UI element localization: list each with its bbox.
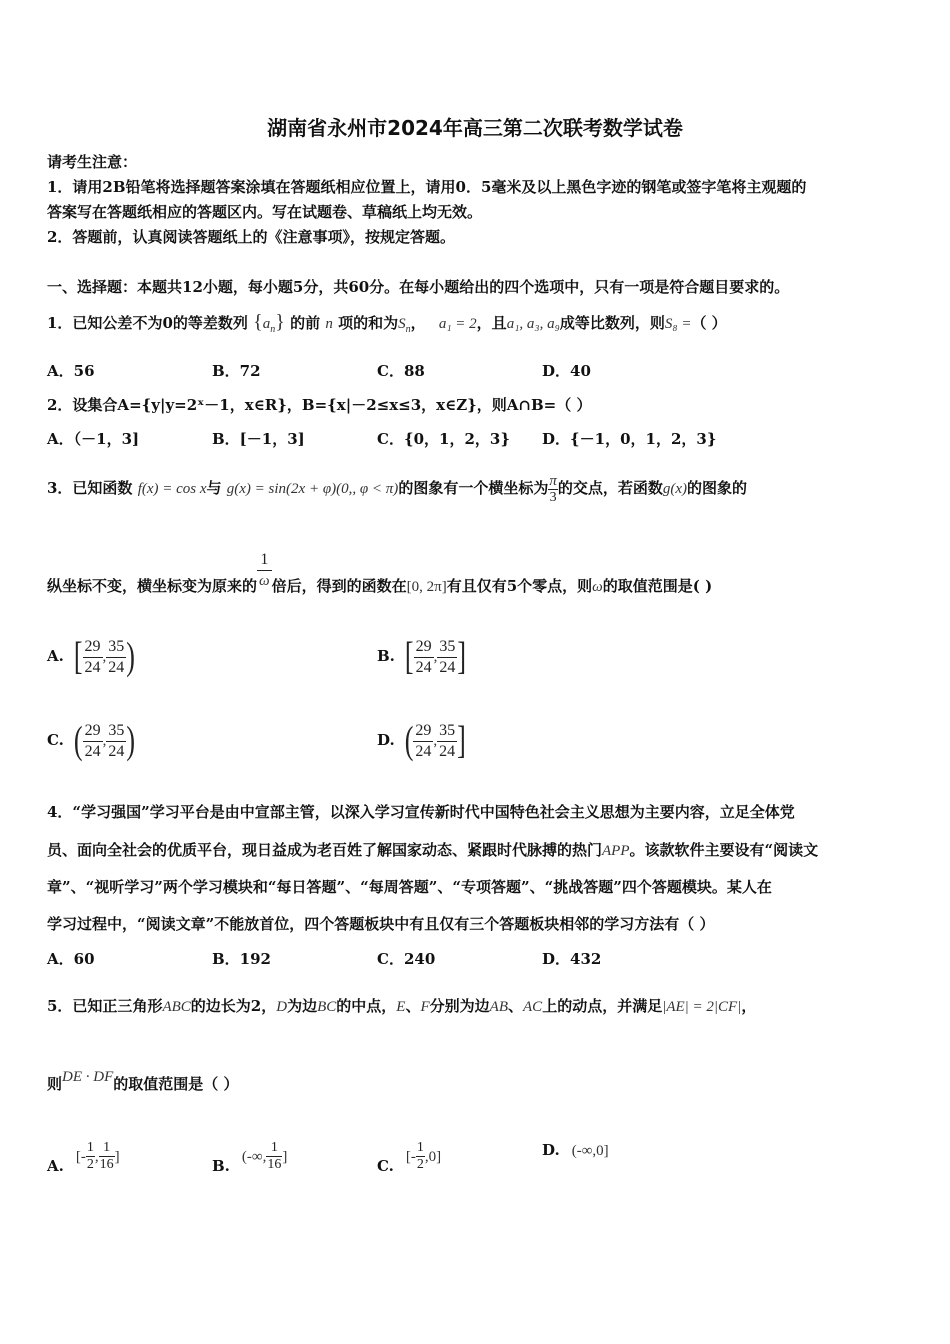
q3-g2: g(x)	[662, 481, 688, 497]
q1-an-sub: n	[270, 324, 276, 335]
q4-option-b: B．192	[212, 950, 271, 968]
q1-text-1: 1．已知公差不为0的等差数列	[47, 314, 248, 332]
q1-text-6: 成等比数列，则	[559, 314, 665, 332]
q3-option-a: A. [ $\frac{29}{24}$ , $\frac{35}{24}$ )	[47, 634, 135, 678]
section-heading: 一、选择题：本题共12小题，每小题5分，共60分。在每小题给出的四个选项中，只有一项是符合题目要求的。	[47, 278, 790, 296]
q4-text-2a: 员、面向全社会的优质平台，现日益成为老百姓了解国家动态、紧跟时代脉搏的热门	[47, 841, 603, 859]
q1-text-2: 的前	[290, 314, 321, 332]
q5-abc: ABC	[162, 999, 191, 1015]
q5-dedf: DE · DF	[62, 1069, 114, 1085]
q3-option-d: D. ( $\frac{29}{24}$ , $\frac{35}{24}$ ]	[377, 718, 466, 762]
q1-sn-sub: n	[405, 324, 411, 335]
q4-app: APP	[602, 843, 630, 859]
q3-option-c: C. ( $\frac{29}{24}$ , $\frac{35}{24}$ )	[47, 718, 135, 762]
q4-text-2b: 。该款软件主要设有“阅读文	[629, 841, 819, 859]
q1-n: n	[325, 316, 333, 332]
q3-text-9: 的取值范围是( )	[602, 577, 713, 595]
question-3-line-2	[47, 550, 712, 612]
q1-text-7: （ ）	[691, 314, 727, 332]
question-2: 2．设集合A={y|y=2ˣ－1，x∈R}，B={x|－2≤x≤3，x∈Z}，则A∩B=（ ）	[47, 396, 592, 414]
q2-option-d: D．{－1，0，1，2，3}	[542, 430, 717, 448]
question-3-line-1	[47, 470, 747, 507]
q5-ac: AC	[523, 999, 543, 1015]
q1-text-5: ，且	[476, 314, 507, 332]
q3-text-8: 有且仅有5个零点，则	[446, 577, 593, 595]
question-4-line-2	[47, 840, 818, 861]
q5-e: E	[396, 999, 406, 1015]
q3-text-5: 的图象的	[687, 479, 748, 497]
q4-option-a: A．60	[47, 950, 95, 968]
q3-f: f(x) = cos x	[137, 481, 207, 497]
q5-option-a: A. [- 1 2 , 1 16 ]	[47, 1140, 120, 1175]
question-4-line-4: 学习过程中，“阅读文章”不能放首位，四个答题板块中有且仅有三个答题板块相邻的学习方法有（ ）	[47, 915, 715, 933]
q3-text-3: 的图象有一个横坐标为	[398, 479, 549, 497]
question-5-line-2: 则DE · DF的取值范围是（ ）	[47, 1069, 239, 1093]
q5-d: D	[276, 999, 288, 1015]
notice-item-2: 2．答题前，认真阅读答题纸上的《注意事项》，按规定答题。	[47, 228, 455, 246]
question-4-line-3: 章”、“视听学习”两个学习模块和“每日答题”、“每周答题”、“专项答题”、“挑战答题”四个答题模块。某人在	[47, 878, 772, 896]
question-5-line-1: 5．已知正三角形ABC的边长为2，D为边BC的中点，E、F分别为边AB、AC上的动点，并满足|AE| = 2|CF|，	[47, 997, 757, 1015]
q1-a1: a₁ = 2	[438, 316, 477, 332]
q3-one-over-omega: $\frac{1}{\omega}$	[259, 551, 270, 589]
q5-ab: AB	[489, 999, 508, 1015]
q5-condition: |AE| = 2|CF|	[662, 999, 742, 1015]
q3-text-6: 纵坐标不变，横坐标变为原来的	[47, 577, 258, 595]
q3-pi-over-3: $\frac{\pi}{3}$	[549, 472, 557, 505]
q5-option-d: D. (-∞,0]	[542, 1141, 609, 1159]
q3-text-1: 3．已知函数	[47, 479, 133, 497]
q1-option-a: A．56	[47, 362, 95, 380]
notice-item-1a: 1．请用2B铅笔将选择题答案涂填在答题纸相应位置上，请用0．5毫米及以上黑色字迹的钢笔或签字笔将主观题的	[47, 178, 807, 196]
q2-option-c: C．{0，1，2，3}	[377, 430, 510, 448]
q3-interval: [0, 2π]	[406, 579, 447, 595]
q3-g: g(x) = sin(2x + φ)(0,, φ < π)	[226, 481, 399, 497]
page-title: 湖南省永州市2024年高三第二次联考数学试卷	[267, 116, 683, 140]
q1-sn: S	[398, 316, 406, 332]
question-4-line-1: 4．“学习强国”学习平台是由中宣部主管，以深入学习宣传新时代中国特色社会主义思想为主要内容，立足全体党	[47, 803, 795, 821]
q1-option-b: B．72	[212, 362, 261, 380]
q3-omega: ω	[592, 579, 603, 595]
notice-heading: 请考生注意：	[47, 153, 138, 171]
q1-s8: S₈ =	[664, 316, 692, 332]
q4-option-d: D．432	[542, 950, 602, 968]
q4-option-c: C．240	[377, 950, 436, 968]
q3-text-2: 与	[206, 479, 222, 497]
q5-bc: BC	[317, 999, 337, 1015]
q3-text-4: 的交点，若函数	[557, 479, 663, 497]
q1-text-4: ，	[410, 314, 426, 332]
q1-option-c: C．88	[377, 362, 425, 380]
q5-f: F	[420, 999, 430, 1015]
q2-option-b: B．[－1，3]	[212, 430, 305, 448]
notice-item-1b: 答案写在答题纸相应的答题区内。写在试题卷、草稿纸上均无效。	[47, 203, 483, 221]
question-1: 1．已知公差不为0的等差数列 $\{a_n\}$ 的前 n 项的和为$S_n$， a₁ = 2，且a₁, a₃, a₉成等比数列，则S₈ =（ ）	[47, 311, 727, 335]
q1-text-3: 项的和为	[338, 314, 399, 332]
q3-text-7: 倍后，得到的函数在	[271, 577, 407, 595]
q2-option-a: A．（－1，3]	[47, 430, 140, 448]
q1-a139: a₁, a₃, a₉	[506, 316, 560, 332]
q5-option-c: C. [- 1 2 ,0]	[377, 1140, 442, 1175]
q5-option-b: B. (-∞, 1 16 ]	[212, 1140, 288, 1175]
q1-an: a	[262, 316, 271, 332]
q1-option-d: D．40	[542, 362, 591, 380]
q3-option-b: B. [ $\frac{29}{24}$ , $\frac{35}{24}$ ]	[377, 634, 466, 678]
